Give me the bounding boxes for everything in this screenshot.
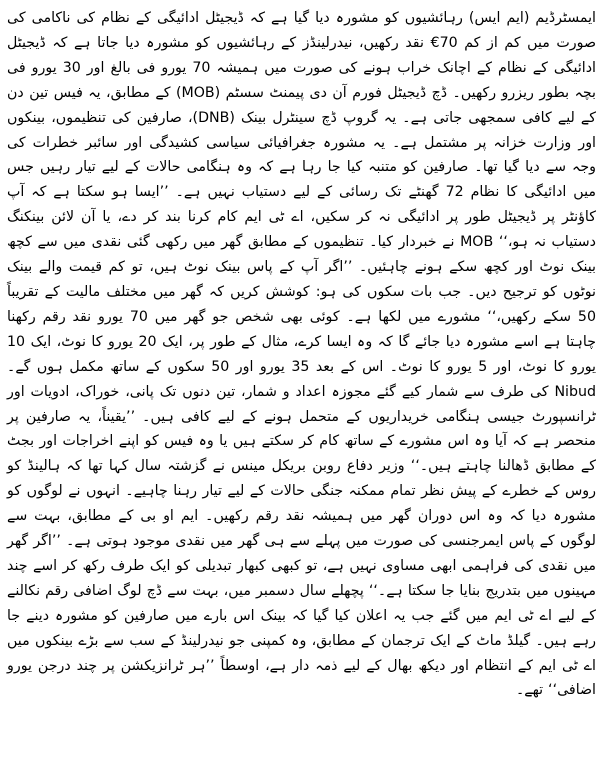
article-body: ایمسٹرڈیم (ایم ایس) رہائشیوں کو مشورہ دیا گیا ہے کہ ڈیجیٹل ادائیگی کے نظام کی ناکامی کی صورت میں کم از کم 70€ نقد رکھیں، نیدرلینڈز کے رہائشیوں کو مشورہ دیا جاتا ہے کہ ڈیجیٹل ادائیگی کے نظام کے اچانک خراب ہونے کی صورت میں ہمیشہ 70 یورو فی بالغ اور 30 یورو فی بچہ بطور ریزرو رکھیں۔ ڈچ ڈیجیٹل فورم آن دی پیمنٹ سسٹم (MOB) کے مطابق، یہ فیس تین دن کے لیے کافی سمجھی جاتی ہے۔ یہ گروپ ڈچ سینٹرل بینک (DNB)، صارفین کی تنظیموں، بینکوں اور وزارت خزانہ پر مشتمل ہے۔ یہ مشورہ جغرافیائی سیاسی کشیدگی اور سائبر خطرات کی وجہ سے دیا گیا تھا۔ صارفین کو متنبہ کیا جا رہا ہے کہ وہ ہنگامی حالات کے لیے تیار رہیں جس میں ادائیگی کا نظام 72 گھنٹے تک رسائی کے لیے دستیاب نہیں ہے۔ ’’ایسا ہو سکتا ہے کہ آپ کاؤنٹر پر ڈیجیٹل طور پر ادائیگی نہ کر سکیں، اے ٹی ایم کام کرنا بند کر دے، یا آن لائن بینکنگ دستیاب نہ ہو،‘‘ MOB نے خبردار کیا۔ تنظیموں کے مطابق گھر میں رکھی گئی نقدی میں سے کچھ بینک نوٹ اور کچھ سکے ہونے چاہئیں۔ ’’اگر آپ کے پاس بینک نوٹ ہیں، تو کم قیمت والے بینک نوٹوں کو ترجیح دیں۔ جب بات سکوں کی ہو: کوشش کریں کہ گھر میں مختلف مالیت کے تقریباً 50 سکے رکھیں،‘‘ مشورے میں لکھا ہے۔ کوئی بھی شخص جو گھر میں 70 یورو نقد رقم رکھنا چاہتا ہے اسے مشورہ دیا جائے گا کہ وہ ایسا کرے، مثال کے طور پر، ایک 20 یورو کا نوٹ، ایک 10 یورو کا نوٹ، اور 5 یورو کا نوٹ۔ اس کے بعد 35 یورو اور 50 سکوں کے ساتھ مکمل ہوں گے۔ Nibud کی طرف سے شمار کیے گئے مجوزہ اعداد و شمار، تین دنوں تک پانی، خوراک، ادویات اور ٹرانسپورٹ جیسی ہنگامی خریداریوں کے متحمل ہونے کے لیے کافی ہیں۔ ’’یقیناً، یہ صارفین پر منحصر ہے کہ آیا وہ اس مشورے کے ساتھ کام کر سکتے ہیں یا وہ فیس کو اپنے اخراجات اور بجٹ کے مطابق ڈھالنا چاہتے ہیں۔‘‘ وزیر دفاع روبن بریکل مینس نے گزشتہ سال کہا تھا کہ ہالینڈ کو روس کے خطرے کے پیش نظر تمام ممکنہ جنگی حالات کے لیے تیار رہنا چاہیے۔ انہوں نے لوگوں کو مشورہ دیا کہ وہ اس دوران گھر میں ہمیشہ نقد رقم رکھیں۔ ایم او بی کے مطابق، بہت سے لوگوں کے پاس ایمرجنسی کی صورت میں پہلے سے ہی گھر میں نقدی موجود ہوتی ہے۔ ’’اگر گھر میں نقدی کی فراہمی ابھی مساوی نہیں ہے، تو کبھی کبھار تبدیلی کو ایک طرف رکھ کر اسے چند مہینوں میں بتدریج بنایا جا سکتا ہے۔‘‘ پچھلے سال دسمبر میں، بہت سے ڈچ لوگ اضافی رقم نکالنے کے لیے اے ٹی ایم میں گئے جب یہ اعلان کیا گیا کہ بینک اس بارے میں صارفین کو مشورہ دینے جا رہے ہیں۔ گیلڈ ماٹ کے ایک ترجمان کے مطابق، وہ کمپنی جو نیدرلینڈ کے سب سے بڑے بینکوں میں اے ٹی ایم کے انتظام اور دیکھ بھال کے لیے ذمہ دار ہے، اوسطاً ’’ہر ٹرانزیکشن پر چند درجن یورو اضافی‘‘ تھے۔ (7, 10, 597, 699)
